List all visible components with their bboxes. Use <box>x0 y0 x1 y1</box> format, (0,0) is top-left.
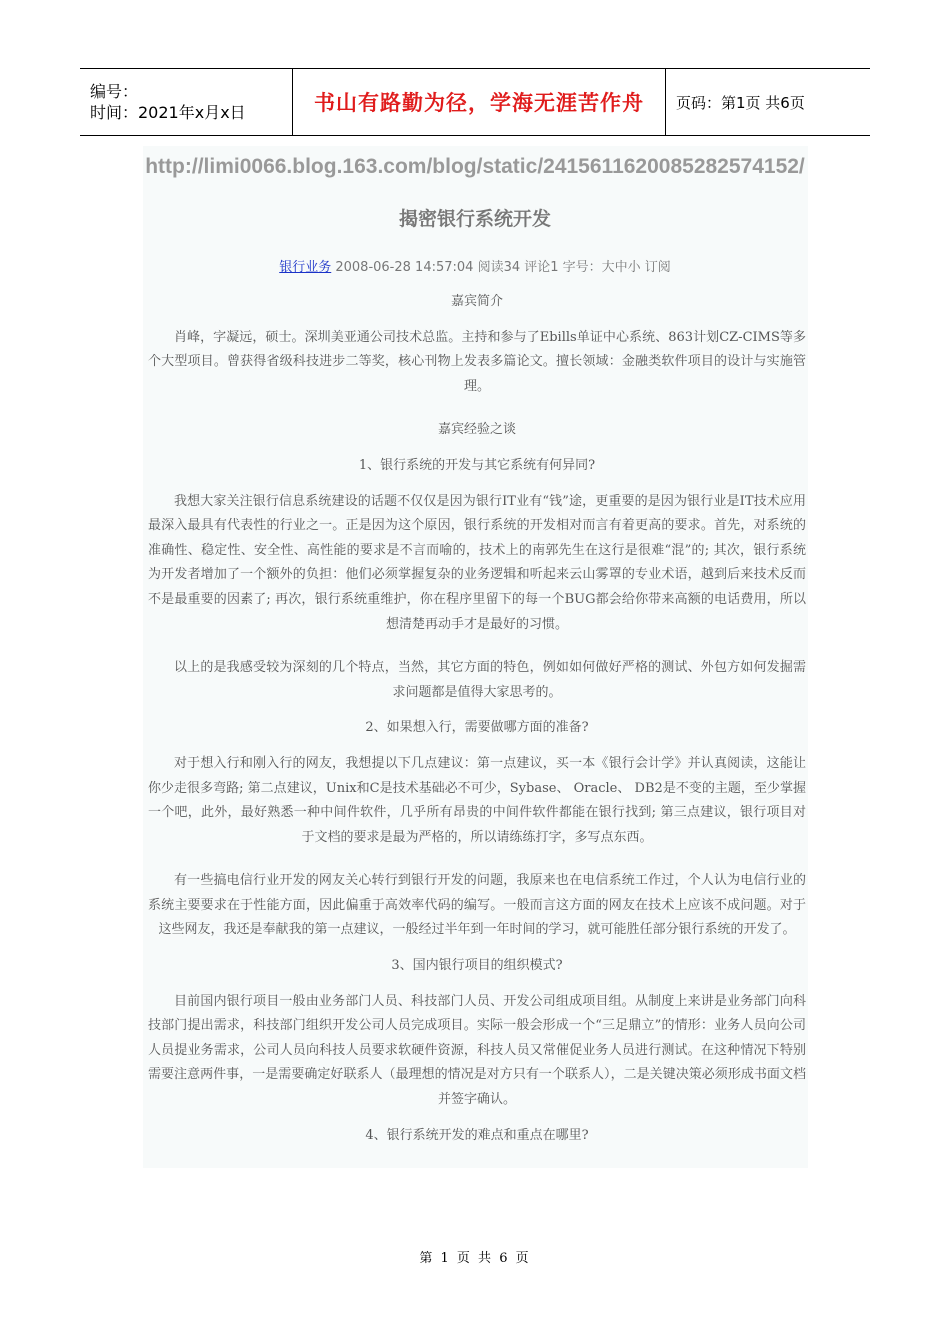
paragraph: 有一些搞电信行业开发的网友关心转行到银行开发的问题，我原来也在电信系统工作过，个人认为电信行业的系统主要要求在于性能方面，因此偏重于高效率代码的编写。一般而言这方面的网友在技术上应该不成问题。对于这些网友，我还是奉献我的第一点建议，一般经过半年到一年时间的学习，就可能胜任部分银行系统的开发了。 <box>148 873 806 938</box>
section-heading: 嘉宾经验之谈 <box>437 422 516 438</box>
meta-info: 2008-06-28 14:57:04 阅读34 评论1 字号：大中小 订阅 <box>331 260 671 275</box>
article-url: http://limi0066.blog.163.com/blog/static/2415611620085282574152/ <box>145 155 805 178</box>
paragraph: 肖峰，字凝远，硕士。深圳美亚通公司技术总监。主持和参与了Ebills单证中心系统、863计划CZ-CIMS等多个大型项目。曾获得省级科技进步二等奖，核心刊物上发表多篇论文。擅长领域：金融类软件项目的设计与实施管理。 <box>148 329 806 394</box>
header-motto-cell <box>292 69 666 135</box>
article-title: 揭密银行系统开发 <box>398 208 551 230</box>
question-heading: 4、银行系统开发的难点和重点在哪里? <box>365 1127 589 1143</box>
date-label: 时间：2021年x月x日 <box>90 103 246 122</box>
question-heading: 1、银行系统的开发与其它系统有何异同? <box>358 457 596 473</box>
article-meta <box>80 256 870 275</box>
question-heading: 2、如果想入行，需要做哪方面的准备? <box>365 720 589 736</box>
paragraph: 我想大家关注银行信息系统建设的话题不仅仅是因为银行IT业有“钱”途，更重要的是因为银行业是IT技术应用最深入最具有代表性的行业之一。正是因为这个原因，银行系统的开发相对而言有着更高的要求。首先，对系统的准确性、稳定性、安全性、高性能的要求是不言而喻的，技术上的南郭先生在这行是很难“混”的; 其次，银行系统为开发者增加了一个额外的负担：他们必须掌握复杂的业务逻辑和听起来云山雾罩的专业术语，越到后来技术反而不是最重要的因素了; 再次，银行系统重维护，你在程序里留下的每一个BUG都会给你带来高额的电话费用，所以想清楚再动手才是最好的习惯。 <box>148 493 806 632</box>
number-label: 编号： <box>90 82 139 101</box>
header-page-cell <box>666 69 870 135</box>
motto-text: 书山有路勤为径，学海无涯苦作舟 <box>314 90 644 115</box>
category-link[interactable]: 银行业务 <box>279 260 332 275</box>
page-header <box>80 68 870 136</box>
question-heading: 3、国内银行项目的组织模式? <box>391 958 563 974</box>
page-info: 页码：第1页 共6页 <box>676 93 805 112</box>
paragraph: 以上的是我感受较为深刻的几个特点，当然，其它方面的特色，例如如何做好严格的测试、外包方如何发掘需求问题都是值得大家思考的。 <box>174 660 806 700</box>
header-left-cell <box>80 69 292 135</box>
page-footer: 第 1 页 共 6 页 <box>419 1251 531 1266</box>
article-content <box>148 290 806 1159</box>
paragraph: 目前国内银行项目一般由业务部门人员、科技部门人员、开发公司组成项目组。从制度上来讲是业务部门向科技部门提出需求，科技部门组织开发公司人员完成项目。实际一般会形成一个“三足鼎立”的情形：业务人员向公司人员提业务需求，公司人员向科技人员要求软硬件资源，科技人员又常催促业务人员进行测试。在这种情况下特别需要注意两件事，一是需要确定好联系人（最理想的情况是对方只有一个联系人），二是关键决策必须形成书面文档并签字确认。 <box>148 993 806 1108</box>
section-heading: 嘉宾简介 <box>450 294 503 309</box>
paragraph: 对于想入行和刚入行的网友，我想提以下几点建议：第一点建议，买一本《银行会计学》并认真阅读，这能让你少走很多弯路; 第二点建议，Unix和C是技术基础必不可少，Sybase、 Oracle、 DB2是不变的主题，至少掌握一个吧，此外，最好熟悉一种中间件软件，几乎所有昂贵的中间件软件都能在银行找到; 第三点建议，银行项目对于文档的要求是最为严格的，所以请练练打字，多写点东西。 <box>148 755 806 845</box>
